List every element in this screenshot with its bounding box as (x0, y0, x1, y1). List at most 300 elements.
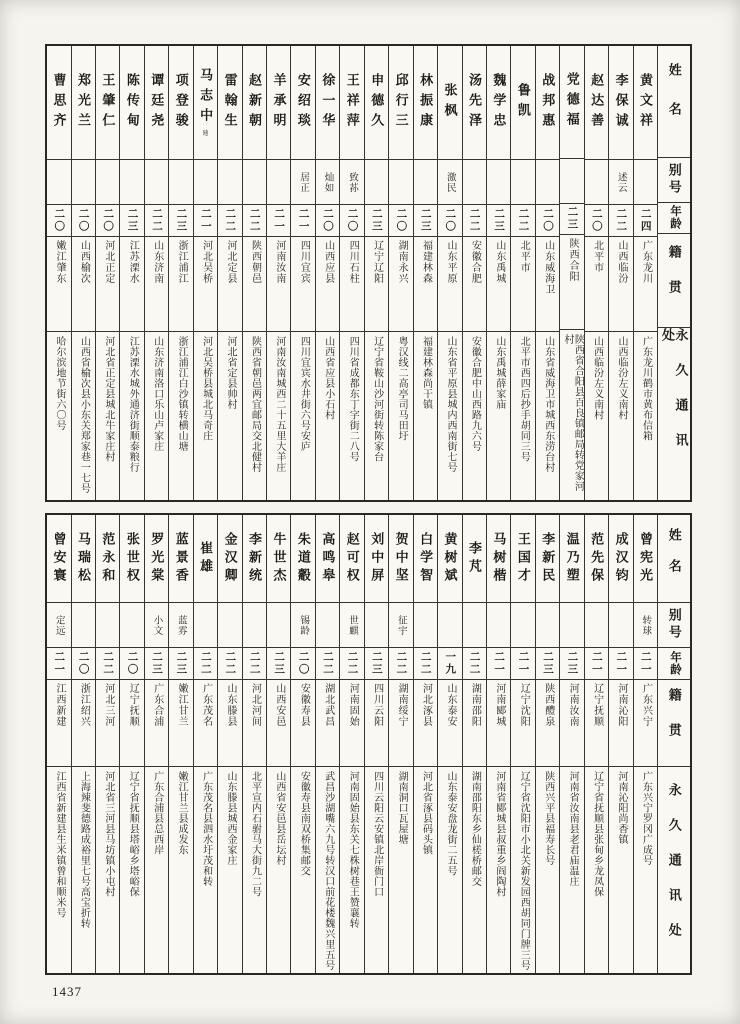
name-text: 马瑞松 (75, 531, 91, 586)
native-cell (438, 680, 461, 767)
name-cell (463, 515, 486, 603)
address-text: 武昌沙湖嘴六九号转汉口前花楼魏兴里五号 (322, 771, 334, 971)
name-cell (609, 515, 632, 603)
column-header-name (658, 46, 690, 158)
address-cell (585, 332, 608, 500)
alias-cell (414, 603, 437, 648)
alias-cell (120, 603, 143, 648)
alias-cell (609, 603, 632, 648)
age-text: 二三 (273, 651, 286, 676)
native-cell (96, 680, 119, 767)
address-cell (47, 767, 70, 973)
age-text: 二三 (419, 208, 432, 233)
age-cell (634, 648, 657, 680)
address-cell (72, 767, 95, 973)
address-cell (72, 332, 95, 500)
address-text: 北平宣内石驸马大街九二号 (249, 771, 261, 897)
age-cell (365, 648, 388, 680)
alias-cell (96, 160, 119, 205)
native-cell (145, 237, 168, 332)
column-header-address (658, 767, 690, 973)
address-cell (487, 767, 510, 973)
name-cell (560, 46, 583, 159)
age-text: 二一 (590, 651, 603, 676)
age-text: 二三 (175, 651, 188, 676)
native-cell (365, 680, 388, 767)
entry-column (462, 46, 486, 500)
age-cell (169, 648, 192, 680)
name-text: 战邦惠 (540, 72, 556, 133)
address-cell (194, 332, 217, 500)
address-cell (194, 767, 217, 973)
address-cell (120, 767, 143, 973)
name-cell (365, 515, 388, 603)
name-cell (316, 515, 339, 603)
address-text: 山东禹城薛家庙 (493, 336, 505, 410)
alias-cell (389, 603, 412, 648)
name-cell (169, 515, 192, 603)
address-cell (145, 332, 168, 500)
entry-column (217, 515, 241, 973)
address-text: 辽宁省抚顺县张甸乡龙凤保 (591, 771, 603, 897)
address-cell (145, 767, 168, 973)
name-text: 王肇仁 (100, 72, 116, 133)
column-header-label: 姓名 (666, 62, 682, 141)
age-cell (634, 205, 657, 237)
age-cell (463, 648, 486, 680)
column-header-label: 籍贯 (666, 688, 682, 758)
native-cell (463, 680, 486, 767)
entry-column (242, 46, 266, 500)
age-cell (120, 648, 143, 680)
address-text: 河南固始县东关七株树巷王赞襄转 (347, 771, 359, 929)
name-text: 魏学忠 (491, 72, 507, 133)
alias-cell (438, 160, 461, 205)
address-text: 江西省新建县生米镇曾和顺米号 (53, 771, 65, 918)
native-cell (72, 680, 95, 767)
age-text: 二三 (126, 208, 139, 233)
age-text: 二〇 (395, 208, 408, 233)
age-text: 二三 (541, 651, 554, 676)
age-cell (267, 648, 290, 680)
age-cell (585, 205, 608, 237)
alias-cell (487, 160, 510, 205)
name-cell (243, 46, 266, 160)
age-text: 二二 (517, 208, 530, 233)
name-cell (169, 46, 192, 160)
name-text: 蓝景香 (173, 531, 189, 586)
native-text: 北平市 (591, 240, 603, 273)
address-cell (438, 332, 461, 500)
name-text: 申德久 (369, 72, 385, 133)
address-cell (511, 332, 534, 500)
entry-column (364, 515, 388, 973)
native-cell (536, 237, 559, 332)
native-text: 湖南邵阳 (469, 683, 481, 727)
name-cell (145, 46, 168, 160)
native-text: 嫩江甘兰 (176, 683, 188, 727)
alias-text: 激民 (444, 171, 456, 193)
age-text: 二一 (493, 651, 506, 676)
age-text: 二二 (102, 651, 115, 676)
age-cell (340, 205, 363, 237)
address-text: 四川宜宾水井街六号安庐 (298, 336, 310, 452)
alias-cell (267, 160, 290, 205)
address-cell (340, 767, 363, 973)
native-cell (463, 237, 486, 332)
name-text: 罗光棠 (149, 531, 165, 586)
native-text: 湖南绥宁 (396, 683, 408, 727)
native-text: 河北涿县 (420, 683, 432, 727)
alias-cell (267, 603, 290, 648)
alias-cell (585, 603, 608, 648)
native-cell (585, 680, 608, 767)
name-cell (96, 46, 119, 160)
address-text: 山东省威海卫市城西东涝台村 (542, 336, 554, 473)
name-cell (365, 46, 388, 160)
name-text: 曹思齐 (51, 72, 67, 133)
native-text: 安徽寿县 (298, 683, 310, 727)
age-cell (487, 648, 510, 680)
name-cell (536, 46, 559, 160)
age-text: 二〇 (541, 208, 554, 233)
age-cell (47, 648, 70, 680)
name-cell (634, 515, 657, 603)
alias-text: 述云 (615, 171, 627, 193)
native-text: 四川宜宾 (298, 240, 310, 284)
entry-column (388, 515, 412, 973)
address-text: 河南沁阳尚香镇 (616, 771, 628, 845)
address-cell (487, 332, 510, 500)
alias-cell (585, 160, 608, 205)
native-cell (511, 680, 534, 767)
age-cell (291, 205, 314, 237)
entry-column (486, 515, 510, 973)
alias-cell (536, 603, 559, 648)
column-header-age (658, 648, 690, 680)
table-header-column (657, 46, 690, 500)
alias-cell (609, 160, 632, 205)
age-text: 二三 (493, 208, 506, 233)
age-cell (291, 648, 314, 680)
native-cell (487, 680, 510, 767)
address-cell (96, 332, 119, 500)
alias-text: 定远 (53, 614, 65, 636)
name-cell (194, 515, 217, 603)
address-cell (291, 332, 314, 500)
age-text: 二二 (248, 208, 261, 233)
name-cell (218, 46, 241, 160)
alias-cell (634, 603, 657, 648)
alias-cell (389, 160, 412, 205)
address-text: 广东茂名县泗水圩茂和转 (200, 771, 212, 887)
address-text: 山西省安邑县岳坛村 (273, 771, 285, 866)
age-cell (609, 648, 632, 680)
age-cell (72, 648, 95, 680)
name-text: 项登骏 (173, 72, 189, 133)
native-cell (120, 680, 143, 767)
directory-table-top (45, 44, 692, 502)
alias-cell (145, 603, 168, 648)
age-text: 二一 (615, 651, 628, 676)
native-text: 浙江绍兴 (78, 683, 90, 727)
native-cell (47, 237, 70, 332)
entry-column (462, 515, 486, 973)
entry-column (71, 46, 95, 500)
alias-cell (72, 603, 95, 648)
native-text: 山西应县 (322, 240, 334, 284)
column-header-label: 永久通讯处 (666, 782, 682, 958)
address-text: 山东济南洛口乐山卢家庄 (151, 336, 163, 452)
address-cell (463, 332, 486, 500)
address-cell (47, 332, 70, 500)
age-cell (463, 205, 486, 237)
age-cell (389, 205, 412, 237)
address-text: 山西省榆次县小东关郑家巷一七号 (78, 336, 90, 494)
address-text: 哈尔滨地节街六〇号 (53, 336, 65, 431)
name-text: 张枫 (442, 82, 458, 123)
name-cell (414, 46, 437, 160)
native-text: 福建林森 (420, 240, 432, 284)
directory-table-bottom (45, 513, 692, 975)
name-annotation: 廸 (202, 131, 209, 137)
native-text: 嫩江肇东 (53, 240, 65, 284)
age-text: 二〇 (444, 208, 457, 233)
native-text: 山西临汾 (616, 240, 628, 284)
age-text: 二三 (370, 208, 383, 233)
native-cell (218, 680, 241, 767)
age-text: 二三 (175, 208, 188, 233)
native-cell (291, 237, 314, 332)
name-text: 雷翰生 (222, 72, 238, 133)
name-cell (511, 46, 534, 160)
name-cell (487, 46, 510, 160)
native-text: 山东威海卫 (542, 240, 554, 295)
entry-column (242, 515, 266, 973)
address-text: 辽宁省鞍山沙河街转陈家台 (371, 336, 383, 462)
name-text: 李新统 (247, 531, 263, 586)
name-cell (585, 515, 608, 603)
entry-column (535, 515, 559, 973)
age-cell (365, 205, 388, 237)
age-text: 二二 (248, 651, 261, 676)
address-cell (463, 767, 486, 973)
name-cell (267, 46, 290, 160)
entry-column (364, 46, 388, 500)
name-text: 陈传甸 (124, 72, 140, 133)
name-cell (389, 515, 412, 603)
name-cell (243, 515, 266, 603)
alias-text: 蓝雰 (175, 614, 187, 636)
address-cell (340, 332, 363, 500)
native-text: 河南郾城 (493, 683, 505, 727)
entry-column (486, 46, 510, 500)
column-header-native (658, 680, 690, 767)
age-cell (414, 205, 437, 237)
age-cell (145, 648, 168, 680)
entry-column (193, 46, 217, 500)
name-text: 汤先泽 (466, 72, 482, 133)
alias-text: 锡龄 (298, 614, 310, 636)
name-cell (340, 46, 363, 160)
address-cell (609, 767, 632, 973)
name-text: 温乃塑 (564, 531, 580, 586)
native-text: 安徽合肥 (469, 240, 481, 284)
address-text: 河南省郾城县叔重乡阎陶村 (493, 771, 505, 897)
native-cell (536, 680, 559, 767)
age-cell (389, 648, 412, 680)
address-text: 陕西省朝邑两宜邮局交北健村 (249, 336, 261, 473)
age-cell (536, 648, 559, 680)
name-cell (536, 515, 559, 603)
entry-column (144, 46, 168, 500)
address-cell (536, 332, 559, 500)
address-cell (267, 767, 290, 973)
native-text: 陕西朝邑 (249, 240, 261, 284)
age-cell (72, 205, 95, 237)
address-text: 北平市西四后抄手胡同三号 (518, 336, 530, 462)
name-text: 牛世杰 (271, 531, 287, 586)
alias-cell (169, 160, 192, 205)
column-header-address (658, 328, 690, 500)
age-text: 二二 (468, 208, 481, 233)
alias-cell (340, 160, 363, 205)
name-text: 刘中屏 (369, 531, 385, 586)
alias-cell (463, 603, 486, 648)
name-text: 黄文祥 (638, 72, 654, 133)
name-cell (487, 515, 510, 603)
address-cell (96, 767, 119, 973)
column-header-name (658, 515, 690, 603)
native-cell (194, 680, 217, 767)
entry-column (584, 46, 608, 500)
column-header-label: 别号 (666, 162, 682, 197)
address-text: 广东合浦县总西岸 (151, 771, 163, 855)
age-text: 二一 (517, 651, 530, 676)
entry-column (510, 515, 534, 973)
age-text: 二〇 (77, 208, 90, 233)
alias-text: 灿如 (322, 171, 334, 193)
alias-cell (414, 160, 437, 205)
age-text: 二〇 (53, 208, 66, 233)
address-text: 广东兴宁罗冈广成号 (640, 771, 652, 866)
entry-column (290, 46, 314, 500)
native-cell (511, 237, 534, 332)
native-text: 广东兴宁 (640, 683, 652, 727)
address-text: 四川省成都东丁字街二八号 (347, 336, 359, 462)
age-cell (120, 205, 143, 237)
name-text: 王祥萍 (344, 72, 360, 133)
address-text: 河北省正定县城北牛家庄村 (102, 336, 114, 462)
alias-cell (96, 603, 119, 648)
native-cell (414, 237, 437, 332)
alias-text: 致荪 (346, 171, 358, 193)
alias-cell (560, 159, 583, 204)
age-text: 二〇 (126, 651, 139, 676)
alias-cell (463, 160, 486, 205)
native-text: 山东禹城 (493, 240, 505, 284)
name-text: 安绍琰 (295, 72, 311, 133)
age-text: 二二 (224, 208, 237, 233)
alias-cell (169, 603, 192, 648)
age-text: 二二 (419, 651, 432, 676)
age-text: 二〇 (346, 208, 359, 233)
name-cell (120, 46, 143, 160)
native-cell (487, 237, 510, 332)
age-text: 二四 (639, 208, 652, 233)
name-text: 白学智 (418, 531, 434, 586)
age-cell (511, 205, 534, 237)
alias-cell (487, 603, 510, 648)
address-text: 湖南邵阳东乡仙槎桥邮交 (469, 771, 481, 887)
address-text: 江苏溧水城外通济街顺泰粮行 (127, 336, 139, 473)
entry-column (437, 46, 461, 500)
age-text: 二一 (53, 651, 66, 676)
column-header-age (658, 203, 690, 235)
address-cell (218, 332, 241, 500)
age-cell (316, 648, 339, 680)
address-cell (218, 767, 241, 973)
entry-column (119, 515, 143, 973)
age-cell (438, 205, 461, 237)
name-text: 贺中坚 (393, 531, 409, 586)
age-text: 二二 (468, 651, 481, 676)
entry-column (266, 515, 290, 973)
age-text: 二二 (346, 651, 359, 676)
age-cell (267, 205, 290, 237)
alias-cell (194, 603, 217, 648)
native-cell (414, 680, 437, 767)
address-cell (316, 332, 339, 500)
address-text: 山西省应县小石村 (322, 336, 334, 420)
address-cell (120, 332, 143, 500)
name-text: 李保诚 (613, 72, 629, 133)
alias-cell (560, 603, 583, 648)
entry-column (339, 515, 363, 973)
address-text: 辽宁省沈阳市小北关新发园西胡同门牌三号 (518, 771, 530, 971)
native-text: 广东龙川 (640, 240, 652, 284)
name-cell (389, 46, 412, 160)
name-text: 李芃 (466, 540, 482, 577)
age-text: 二一 (273, 208, 286, 233)
name-text: 王国才 (515, 531, 531, 586)
entry-column (168, 515, 192, 973)
entry-column (559, 515, 583, 973)
name-text: 成汉钧 (613, 531, 629, 586)
age-text: 二二 (615, 208, 628, 233)
age-cell (243, 648, 266, 680)
address-cell (414, 332, 437, 500)
native-cell (316, 237, 339, 332)
address-cell (389, 332, 412, 500)
age-cell (145, 205, 168, 237)
name-text: 羊承明 (271, 72, 287, 133)
age-cell (47, 205, 70, 237)
native-cell (72, 237, 95, 332)
address-text: 湖南洞口瓦屋塘 (396, 771, 408, 845)
name-cell (316, 46, 339, 160)
column-header-label: 年龄 (668, 205, 681, 231)
alias-cell (365, 160, 388, 205)
entry-column (413, 46, 437, 500)
name-text: 朱道觳 (295, 531, 311, 586)
native-cell (560, 680, 583, 767)
name-cell (560, 515, 583, 603)
name-text: 徐一华 (320, 72, 336, 133)
name-text: 曾安寰 (51, 531, 67, 586)
native-text: 山西榆次 (78, 240, 90, 284)
native-text: 湖北武昌 (322, 683, 334, 727)
